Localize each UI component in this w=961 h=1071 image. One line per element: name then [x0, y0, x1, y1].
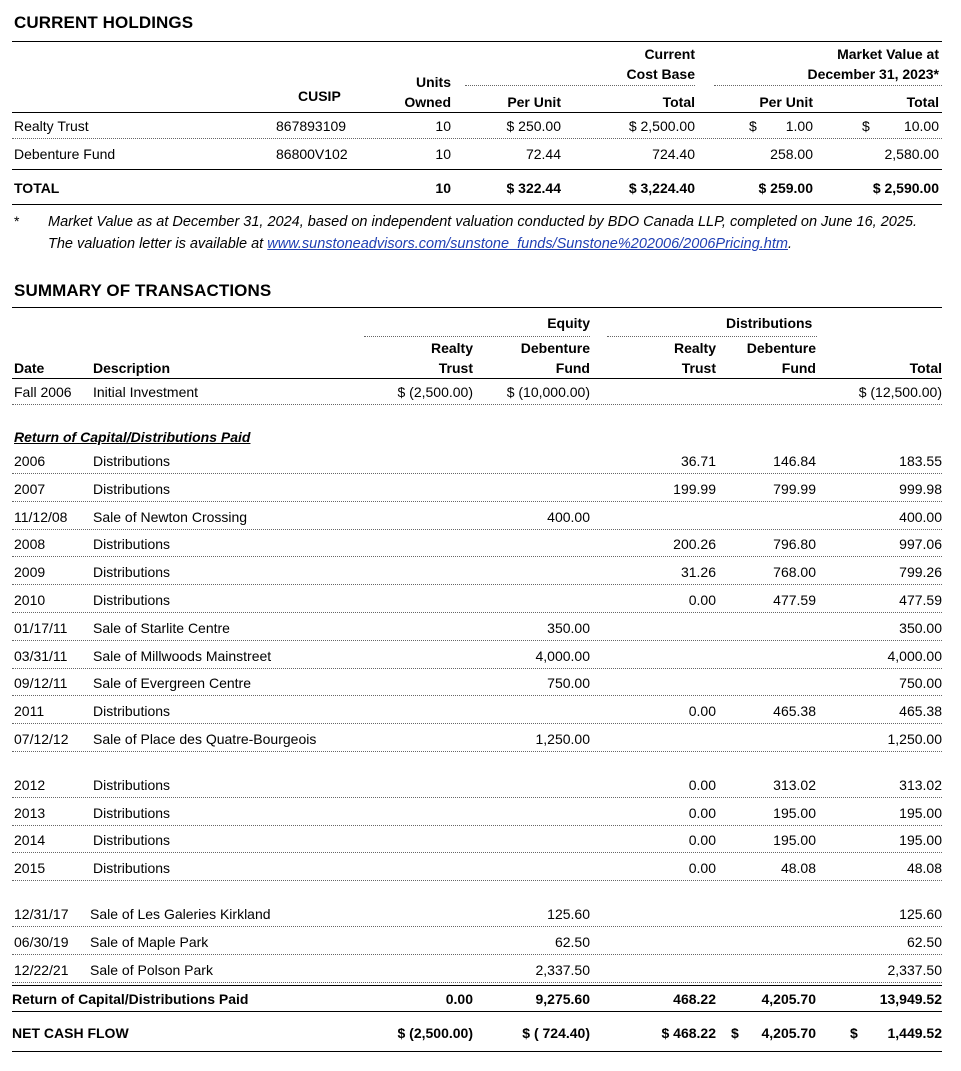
- txn-total: 125.60: [899, 906, 942, 922]
- footnote-text: Market Value as at December 31, 2024, based on independent valuation conducted by BDO Canada LLP, completed on June 16, 2025. The valuation letter is available at: [48, 214, 917, 252]
- holding-cusip: 86800V102: [276, 146, 348, 162]
- holdings-total-mv-unit: $ 259.00: [758, 180, 813, 196]
- net-total-symbol: $: [850, 1025, 858, 1041]
- row-divider: [12, 852, 942, 853]
- subtotal-label: Return of Capital/Distributions Paid: [12, 991, 249, 1007]
- market-divider: [714, 85, 942, 86]
- txn-description: Distributions: [93, 804, 171, 821]
- txn-total: 997.06: [899, 536, 942, 553]
- net-eq-realty: $ (2,500.00): [397, 1025, 473, 1041]
- header-eq-realty-1: Realty: [430, 340, 473, 356]
- txn-date: 12/22/21: [14, 961, 69, 978]
- txn-description: Sale of Newton Crossing: [93, 508, 248, 525]
- footnote-end: .: [787, 236, 792, 252]
- txn-total: 2,337.50: [887, 961, 942, 978]
- net-dist-realty: $ 468.22: [661, 1025, 716, 1041]
- txn-date: 07/12/12: [14, 731, 69, 747]
- initial-total: $ (12,500.00): [858, 384, 942, 400]
- txn-eq-deb: 2,337.50: [535, 961, 590, 978]
- txn-description: Distributions: [93, 453, 171, 469]
- holding-cost-total: 724.40: [652, 146, 695, 162]
- holdings-total-cost-total: $ 3,224.40: [628, 180, 695, 196]
- txn-dist-realty: 0.00: [688, 860, 716, 877]
- txn-dist-deb: 796.80: [773, 536, 816, 553]
- txn-description: Distributions: [93, 536, 171, 553]
- txn-dist-deb: 48.08: [780, 860, 816, 877]
- txn-description: Distributions: [93, 832, 171, 849]
- header-cusip: CUSIP: [298, 88, 341, 104]
- txn-dist-deb: 146.84: [773, 453, 816, 469]
- valuation-letter-link[interactable]: www.sunstoneadvisors.com/sunstone_funds/Sunstone%202006/2006Pricing.htm: [267, 236, 788, 252]
- txn-eq-deb: 350.00: [547, 619, 590, 636]
- txn-total: 799.26: [899, 564, 942, 581]
- txn-date: 01/17/11: [14, 619, 68, 636]
- header-dist-deb-1: Debenture: [746, 340, 816, 356]
- txn-description: Sale of Maple Park: [90, 933, 209, 950]
- txn-eq-deb: 750.00: [547, 675, 590, 692]
- txn-dist-realty: 31.26: [680, 564, 716, 581]
- txn-date: 2006: [14, 453, 46, 469]
- header-cost-base-1: Current: [644, 46, 695, 62]
- txn-total: 183.55: [899, 453, 942, 469]
- txn-date: 2012: [14, 776, 46, 793]
- txn-date: 09/12/11: [14, 675, 68, 692]
- row-divider: [12, 880, 942, 881]
- net-label: NET CASH FLOW: [12, 1025, 129, 1041]
- txn-date: 12/31/17: [14, 906, 69, 922]
- txn-total: 400.00: [899, 508, 942, 525]
- header-eq-deb-1: Debenture: [520, 340, 590, 356]
- txn-dist-realty: 36.71: [680, 453, 716, 469]
- txn-dist-realty: 200.26: [673, 536, 716, 553]
- holding-mv-unit: 258.00: [770, 146, 813, 162]
- header-cost-base-2: Cost Base: [626, 66, 695, 82]
- txn-total: 195.00: [899, 804, 942, 821]
- holdings-top-rule: [12, 41, 942, 42]
- header-cost-total: Total: [662, 94, 695, 110]
- holding-units: 10: [435, 146, 451, 162]
- txn-date: 2008: [14, 536, 46, 553]
- net-dist-deb: 4,205.70: [761, 1025, 816, 1041]
- txn-description: Sale of Millwoods Mainstreet: [93, 647, 272, 664]
- header-equity: Equity: [547, 315, 590, 331]
- txn-date: 11/12/08: [14, 508, 68, 525]
- holding-cusip: 867893109: [276, 118, 347, 134]
- header-cost-per-unit: Per Unit: [507, 94, 561, 110]
- subtotal-total: 13,949.52: [879, 991, 942, 1007]
- row-divider: [12, 404, 942, 405]
- header-eq-realty-2: Trust: [438, 360, 473, 376]
- subtotal-dist-realty: 468.22: [673, 991, 716, 1007]
- row-divider: [12, 723, 942, 724]
- subtotal-eq-realty: 0.00: [445, 991, 473, 1007]
- header-units-1: Units: [416, 74, 451, 90]
- row-divider: [12, 138, 942, 139]
- holding-mv-unit: 1.00: [785, 118, 813, 134]
- holding-mv-total-symbol: $: [862, 118, 870, 134]
- row-divider: [12, 584, 942, 585]
- row-divider: [12, 926, 942, 927]
- txn-total: 750.00: [899, 675, 942, 692]
- txn-dist-realty: 0.00: [688, 832, 716, 849]
- holdings-title: CURRENT HOLDINGS: [14, 13, 194, 32]
- row-divider: [12, 982, 942, 983]
- header-eq-deb-2: Fund: [555, 360, 590, 376]
- header-dist-deb-2: Fund: [781, 360, 816, 376]
- holding-cost-total: $ 2,500.00: [628, 118, 695, 134]
- holdings-total-label: TOTAL: [14, 180, 60, 196]
- net-total: 1,449.52: [887, 1025, 942, 1041]
- txn-dist-deb: 799.99: [773, 480, 816, 497]
- header-dist-realty-2: Trust: [681, 360, 716, 376]
- txn-date: 2007: [14, 480, 46, 497]
- txn-dist-realty: 0.00: [688, 703, 716, 720]
- txn-date: 2009: [14, 564, 46, 581]
- net-rule: [12, 1011, 942, 1012]
- txn-total: 477.59: [899, 592, 942, 608]
- initial-eq-realty: $ (2,500.00): [397, 384, 473, 400]
- txn-total: 48.08: [906, 860, 942, 877]
- transactions-title: SUMMARY OF TRANSACTIONS: [14, 281, 272, 300]
- holdings-total-cost-unit: $ 322.44: [506, 180, 561, 196]
- txn-description: Distributions: [93, 703, 171, 720]
- txn-total: 1,250.00: [887, 731, 942, 747]
- holdings-total-units: 10: [435, 180, 451, 196]
- holdings-bottom-rule: [12, 204, 942, 205]
- txn-total: 62.50: [906, 933, 942, 950]
- header-mv-total: Total: [906, 94, 939, 110]
- row-divider: [12, 668, 942, 669]
- txn-date: 2010: [14, 592, 46, 608]
- header-units-2: Owned: [404, 94, 451, 110]
- txn-description: Distributions: [93, 860, 171, 877]
- holding-name: Debenture Fund: [14, 146, 116, 162]
- txn-date: 06/30/19: [14, 933, 69, 950]
- transactions-header-rule: [12, 378, 942, 379]
- txn-dist-realty: 0.00: [688, 776, 716, 793]
- net-dist-deb-symbol: $: [731, 1025, 739, 1041]
- equity-divider: [364, 336, 590, 337]
- row-divider: [12, 473, 942, 474]
- footnote: [48, 211, 928, 255]
- txn-dist-realty: 0.00: [688, 592, 716, 608]
- footnote-star: *: [14, 213, 20, 229]
- txn-description: Sale of Starlite Centre: [93, 619, 230, 636]
- txn-dist-realty: 0.00: [688, 804, 716, 821]
- header-total: Total: [909, 360, 942, 376]
- row-divider: [12, 751, 942, 752]
- transactions-top-rule: [12, 307, 942, 308]
- row-divider: [12, 640, 942, 641]
- holding-name: Realty Trust: [14, 118, 89, 134]
- txn-dist-deb: 313.02: [773, 776, 816, 793]
- txn-description: Sale of Evergreen Centre: [93, 675, 251, 692]
- txn-description: Distributions: [93, 564, 171, 581]
- txn-date: 2011: [14, 703, 45, 720]
- row-divider: [12, 556, 942, 557]
- holdings-total-mv-total: $ 2,590.00: [872, 180, 939, 196]
- txn-dist-deb: 195.00: [773, 804, 816, 821]
- txn-total: 313.02: [899, 776, 942, 793]
- header-market-1: Market Value at: [837, 46, 939, 62]
- txn-date: 2015: [14, 860, 46, 877]
- txn-description: Sale of Place des Quatre-Bourgeois: [93, 731, 317, 747]
- txn-dist-deb: 195.00: [773, 832, 816, 849]
- txn-description: Sale of Polson Park: [90, 961, 213, 978]
- txn-dist-deb: 768.00: [773, 564, 816, 581]
- txn-eq-deb: 400.00: [547, 508, 590, 525]
- subtotal-eq-deb: 9,275.60: [535, 991, 590, 1007]
- holding-cost-unit: $ 250.00: [506, 118, 561, 134]
- holding-mv-total: 10.00: [903, 118, 939, 134]
- txn-description: Distributions: [93, 592, 171, 608]
- txn-description: Distributions: [93, 776, 171, 793]
- header-market-2: December 31, 2023*: [807, 66, 939, 82]
- txn-date: 2013: [14, 804, 46, 821]
- net-eq-deb: $ ( 724.40): [522, 1025, 590, 1041]
- txn-eq-deb: 125.60: [547, 906, 590, 922]
- txn-total: 4,000.00: [887, 647, 942, 664]
- initial-date: Fall 2006: [14, 384, 72, 400]
- txn-eq-deb: 4,000.00: [535, 647, 590, 664]
- txn-total: 999.98: [899, 480, 942, 497]
- transactions-bottom-rule: [12, 1051, 942, 1052]
- txn-eq-deb: 62.50: [554, 933, 590, 950]
- initial-eq-deb: $ (10,000.00): [506, 384, 590, 400]
- row-divider: [12, 825, 942, 826]
- txn-dist-deb: 465.38: [773, 703, 816, 720]
- row-divider: [12, 501, 942, 502]
- row-divider: [12, 797, 942, 798]
- holding-mv-unit-symbol: $: [749, 118, 757, 134]
- row-divider: [12, 529, 942, 530]
- txn-date: 2014: [14, 832, 46, 849]
- holding-units: 10: [435, 118, 451, 134]
- row-divider: [12, 954, 942, 955]
- group-label: Return of Capital/Distributions Paid: [14, 429, 251, 445]
- txn-description: Distributions: [93, 480, 171, 497]
- header-mv-per-unit: Per Unit: [759, 94, 813, 110]
- txn-dist-realty: 199.99: [673, 480, 716, 497]
- txn-eq-deb: 1,250.00: [535, 731, 590, 747]
- distributions-divider: [607, 336, 817, 337]
- header-distributions: Distributions: [726, 315, 813, 331]
- initial-description: Initial Investment: [93, 384, 199, 400]
- cost-base-divider: [465, 85, 695, 86]
- row-divider: [12, 612, 942, 613]
- holdings-total-rule: [12, 169, 942, 170]
- txn-dist-deb: 477.59: [773, 592, 816, 608]
- holdings-header-rule: [12, 112, 942, 113]
- subtotal-rule: [12, 985, 942, 986]
- txn-total: 350.00: [899, 619, 942, 636]
- row-divider: [12, 695, 942, 696]
- txn-description: Sale of Les Galeries Kirkland: [90, 906, 271, 922]
- subtotal-dist-deb: 4,205.70: [761, 991, 816, 1007]
- txn-total: 465.38: [899, 703, 942, 720]
- header-description: Description: [93, 360, 171, 376]
- holding-cost-unit: 72.44: [525, 146, 561, 162]
- txn-date: 03/31/11: [14, 647, 68, 664]
- header-dist-realty-1: Realty: [673, 340, 716, 356]
- header-date: Date: [14, 360, 45, 376]
- txn-total: 195.00: [899, 832, 942, 849]
- holding-mv-total: 2,580.00: [884, 146, 939, 162]
